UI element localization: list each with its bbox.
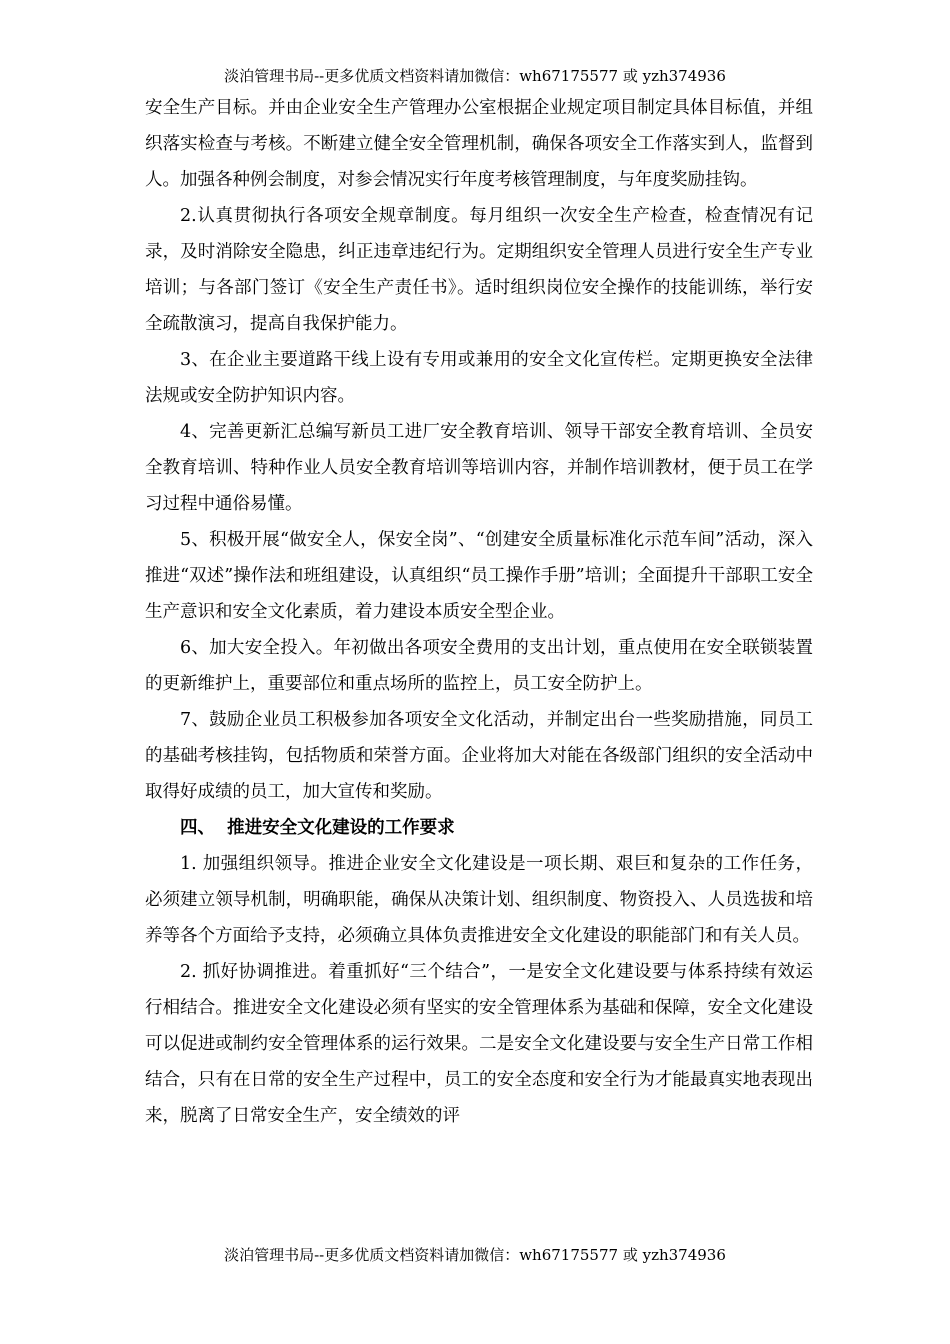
paragraph-item-6: 6、加大安全投入。年初做出各项安全费用的支出计划，重点使用在安全联锁装置的更新维护上，重要部位和重点场所的监控上，员工安全防护上。	[145, 638, 813, 694]
page-footer: 淡泊管理书局--更多优质文档资料请加微信：wh67175577 或 yzh374936	[224, 1246, 726, 1264]
paragraph-item-4: 4、完善更新汇总编写新员工进厂安全教育培训、领导干部安全教育培训、全员安全教育培训、特种作业人员安全教育培训等培训内容，并制作培训教材，便于员工在学习过程中通俗易懂。	[145, 422, 813, 514]
section-heading: 四、 推进安全文化建设的工作要求	[180, 818, 455, 838]
paragraph-item-3: 3、在企业主要道路干线上设有专用或兼用的安全文化宣传栏。定期更换安全法律法规或安全防护知识内容。	[145, 350, 813, 406]
paragraph-item-5: 5、积极开展“做安全人，保安全岗”、“创建安全质量标准化示范车间”活动，深入推进“双述”操作法和班组建设，认真组织“员工操作手册”培训；全面提升干部职工安全生产意识和安全文化素质，着力建设本质安全型企业。	[145, 530, 813, 622]
page-header: 淡泊管理书局--更多优质文档资料请加微信：wh67175577 或 yzh374936	[224, 67, 726, 85]
paragraph-item-2: 2.认真贯彻执行各项安全规章制度。每月组织一次安全生产检查，检查情况有记录，及时消除安全隐患，纠正违章违纪行为。定期组织安全管理人员进行安全生产专业培训；与各部门签订《安全生产责任书》。适时组织岗位安全操作的技能训练，举行安全疏散演习，提高自我保护能力。	[145, 206, 813, 334]
paragraph-item-7: 7、鼓励企业员工积极参加各项安全文化活动，并制定出台一些奖励措施，同员工的基础考核挂钩，包括物质和荣誉方面。企业将加大对能在各级部门组织的安全活动中取得好成绩的员工，加大宣传和奖励。	[145, 710, 813, 802]
section-paragraph-2: 2. 抓好协调推进。着重抓好“三个结合”，一是安全文化建设要与体系持续有效运行相结合。推进安全文化建设必须有坚实的安全管理体系为基础和保障，安全文化建设可以促进或制约安全管理体系的运行效果。二是安全文化建设要与安全生产日常工作相结合，只有在日常的安全生产过程中，员工的安全态度和安全行为才能最真实地表现出来，脱离了日常安全生产，安全绩效的评	[145, 962, 813, 1126]
section-paragraph-1: 1. 加强组织领导。推进企业安全文化建设是一项长期、艰巨和复杂的工作任务，必须建立领导机制，明确职能，确保从决策计划、组织制度、物资投入、人员选拔和培养等各个方面给予支持，必须确立具体负责推进安全文化建设的职能部门和有关人员。	[145, 854, 813, 946]
document-body	[145, 90, 813, 1134]
paragraph-continuation: 安全生产目标。并由企业安全生产管理办公室根据企业规定项目制定具体目标值，并组织落实检查与考核。不断建立健全安全管理机制，确保各项安全工作落实到人，监督到人。加强各种例会制度，对参会情况实行年度考核管理制度，与年度奖励挂钩。	[145, 98, 813, 190]
